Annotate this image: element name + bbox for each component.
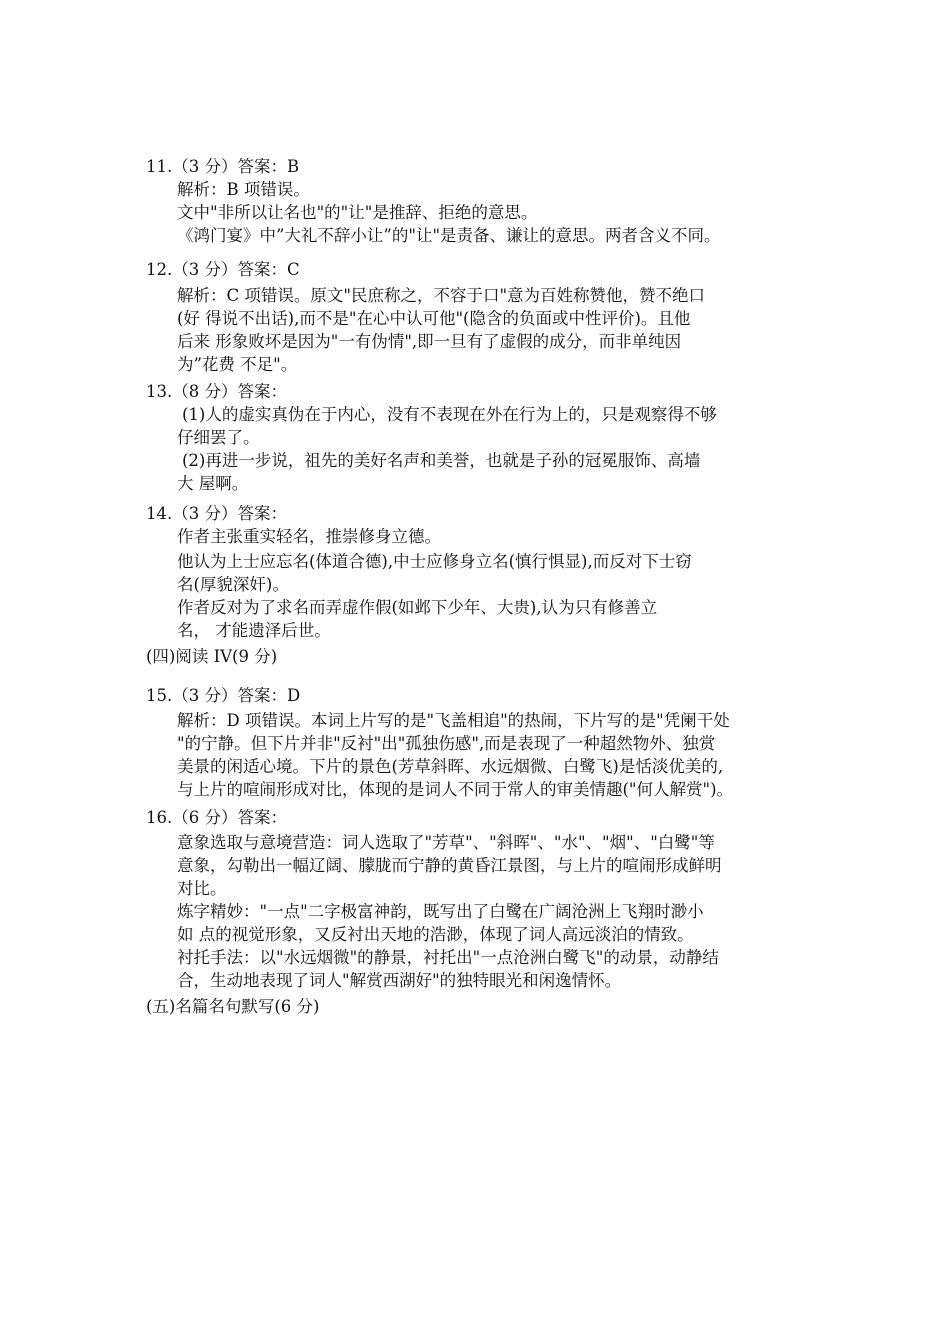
- q14-line-4: 作者反对为了求名而弄虚作假(如邺下少年、大贵),认为只有修善立: [177, 598, 658, 617]
- q15-line-3: 美景的闲适心境。下片的景色(芳草斜晖、水远烟微、白鹭飞)是恬淡优美的,: [177, 757, 724, 776]
- q11-line-3: 《鸿门宴》中”大礼不辞小让”的"让"是责备、谦让的意思。两者含义不同。: [177, 226, 721, 245]
- q11-line-2: 文中"非所以让名也"的"让"是推辞、拒绝的意思。: [177, 203, 538, 222]
- q15-header: 15.（3 分）答案：D: [146, 686, 301, 705]
- q16-line-6: 衬托手法：以"水远烟微"的静景，衬托出"一点沧洲白鹭飞"的动景，动静结: [177, 948, 719, 967]
- q16-line-4: 炼字精妙："一点"二字极富神韵，既写出了白鹭在广阔沧洲上飞翔时渺小: [177, 902, 704, 921]
- q13-header: 13.（8 分）答案：: [146, 382, 287, 401]
- section-5-heading: (五)名篇名句默写(6 分): [146, 997, 320, 1016]
- q13-line-2: 仔细罢了。: [177, 428, 260, 447]
- q15-line-2: "的宁静。但下片并非"反衬"出"孤独伤感",而是表现了一种超然物外、独赏: [177, 734, 716, 753]
- q12-header: 12.（3 分）答案：C: [146, 260, 300, 279]
- q14-header: 14.（3 分）答案：: [146, 504, 287, 523]
- q11-line-1: 解析：B 项错误。: [177, 180, 310, 199]
- q14-line-5: 名， 才能遗泽后世。: [177, 621, 331, 640]
- q15-line-1: 解析：D 项错误。本词上片写的是"飞盖相追"的热闹，下片写的是"凭阑干处: [177, 711, 730, 730]
- q13-line-1: (1)人的虚实真伪在于内心，没有不表现在外在行为上的，只是观察得不够: [182, 405, 717, 424]
- q14-line-1: 作者主张重实轻名，推崇修身立德。: [177, 527, 441, 546]
- q16-line-3: 对比。: [177, 879, 227, 898]
- q16-line-2: 意象，勾勒出一幅辽阔、朦胧而宁静的黄昏江景图，与上片的喧闹形成鲜明: [177, 856, 722, 875]
- q16-line-5: 如 点的视觉形象，又反衬出天地的浩渺，体现了词人高远淡泊的情致。: [177, 925, 694, 944]
- q12-line-3: 后来 形象败坏是因为"一有伪情",即一旦有了虚假的成分，而非单纯因: [177, 332, 682, 351]
- q12-line-1: 解析：C 项错误。原文"民庶称之，不容于口"意为百姓称赞他，赞不绝口: [177, 286, 706, 305]
- q16-header: 16.（6 分）答案：: [146, 808, 287, 827]
- section-4-heading: (四)阅读 IV(9 分): [146, 647, 278, 666]
- q13-line-4: 大 屋啊。: [177, 474, 249, 493]
- q11-header: 11.（3 分）答案：B: [146, 157, 300, 176]
- q16-line-1: 意象选取与意境营造：词人选取了"芳草"、"斜晖"、"水"、"烟"、"白鹭"等: [177, 833, 715, 852]
- q13-line-3: (2)再进一步说，祖先的美好名声和美誉，也就是子孙的冠冕服饰、高墙: [182, 451, 701, 470]
- q16-line-7: 合，生动地表现了词人"解赏西湖好"的独特眼光和闲逸情怀。: [177, 971, 622, 990]
- q14-line-2: 他认为上士应忘名(体道合德),中士应修身立名(慎行惧显),而反对下士窃: [177, 552, 692, 571]
- q12-line-4: 为”花费 不足"。: [177, 355, 298, 374]
- q15-line-4: 与上片的喧闹形成对比，体现的是词人不同于常人的审美情趣("何人解赏")。: [177, 780, 734, 799]
- q12-line-2: (好 得说不出话),而不是"在心中认可他"(隐含的负面或中性评价)。且他: [177, 309, 691, 328]
- q14-line-3: 名(厚貌深奸)。: [177, 575, 289, 594]
